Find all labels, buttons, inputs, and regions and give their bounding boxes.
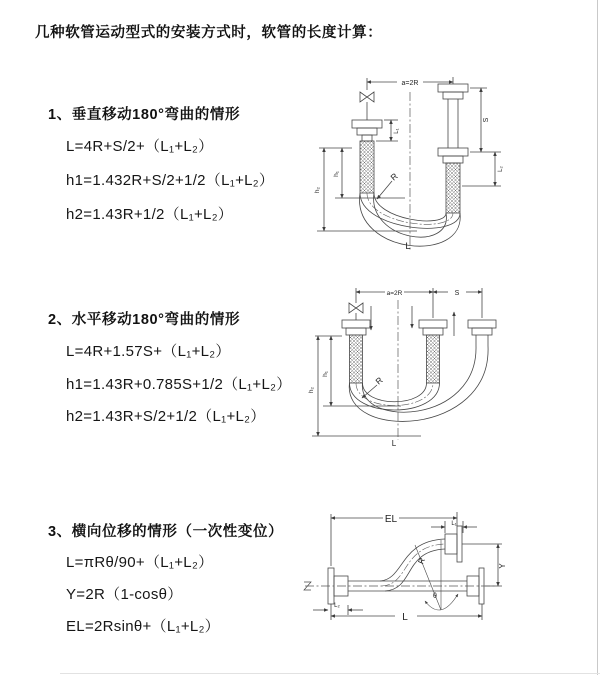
center-axis-line bbox=[304, 582, 495, 590]
valve-icon bbox=[349, 298, 363, 320]
hose-s-curve bbox=[380, 539, 445, 591]
label-a2r: a=2R bbox=[386, 290, 403, 297]
label-l: L bbox=[391, 439, 397, 448]
label-r: R bbox=[388, 170, 400, 183]
label-h1: h₁ bbox=[322, 371, 329, 377]
right-pipe-flanges bbox=[438, 84, 468, 163]
diagram-horizontal-180-bend bbox=[305, 278, 595, 468]
dim-l2 bbox=[462, 152, 501, 186]
label-h1: h₁ bbox=[333, 171, 340, 177]
radius-leader bbox=[377, 181, 392, 199]
right-braid-section bbox=[446, 163, 460, 213]
fitting-dim-arrows bbox=[371, 306, 454, 336]
label-r: R bbox=[416, 556, 428, 566]
page-title: 几种软管运动型式的安装方式时，软管的长度计算： bbox=[35, 25, 383, 41]
left-braid-section bbox=[360, 141, 374, 193]
dim-h2 bbox=[312, 336, 421, 436]
dim-y bbox=[462, 544, 502, 586]
label-el: EL bbox=[384, 514, 398, 525]
valve-icon bbox=[360, 92, 374, 102]
section1-formula-L: L=4R+S/2+（L₁+L₂） bbox=[66, 138, 214, 155]
label-h2: h₂ bbox=[308, 386, 315, 394]
diagram-vertical-180-bend bbox=[305, 68, 585, 268]
section1-formula-h1: h1=1.432R+S/2+1/2（L₁+L₂） bbox=[66, 172, 275, 189]
radius-leader bbox=[362, 385, 377, 398]
label-r: R bbox=[373, 374, 385, 387]
label-l2: L₂ bbox=[498, 166, 504, 172]
scan-edge-bottom bbox=[60, 673, 600, 674]
diagram1-labels bbox=[314, 80, 504, 252]
label-y: Y bbox=[498, 563, 507, 569]
label-l: L bbox=[402, 612, 408, 623]
scan-edge-right bbox=[597, 0, 598, 675]
label-s: S bbox=[454, 290, 460, 297]
section2-formula-h2: h2=1.43R+S/2+1/2（L₁+L₂） bbox=[66, 408, 266, 425]
middle-pipe-flange bbox=[419, 320, 447, 335]
label-a2r: a=2R bbox=[401, 80, 419, 87]
left-pipe-flange bbox=[342, 320, 370, 335]
label-l1: L₁ bbox=[394, 128, 400, 134]
section3-formula-EL: EL=2Rsinθ+（L₁+L₂） bbox=[66, 618, 220, 635]
section2-heading: 2、水平移动180°弯曲的情形 bbox=[48, 312, 241, 328]
diagram3-labels bbox=[334, 514, 507, 623]
section1-heading: 1、垂直移动180°弯曲的情形 bbox=[48, 107, 241, 123]
section3-formula-Y: Y=2R（1-cosθ） bbox=[66, 586, 183, 603]
section2-formula-L: L=4R+1.57S+（L₁+L₂） bbox=[66, 343, 231, 360]
section1-formula-h2: h2=1.43R+1/2（L₁+L₂） bbox=[66, 206, 234, 223]
left-braid-section bbox=[350, 335, 363, 383]
dim-a2r bbox=[356, 288, 482, 318]
diagram-lateral-displacement bbox=[295, 498, 600, 658]
label-l: L bbox=[405, 241, 411, 252]
label-l2: L₂ bbox=[334, 603, 340, 609]
label-h2: h₂ bbox=[314, 186, 321, 194]
middle-braid-section bbox=[427, 335, 440, 383]
section3-heading: 3、横向位移的情形（一次性变位） bbox=[48, 524, 284, 540]
label-theta: θ bbox=[433, 593, 437, 600]
label-s: S bbox=[483, 117, 490, 123]
right-pipe-flange bbox=[468, 320, 496, 346]
hose-curves bbox=[349, 346, 488, 421]
section2-formula-h1: h1=1.43R+0.785S+1/2（L₁+L₂） bbox=[66, 376, 292, 393]
label-l1: L₁ bbox=[451, 521, 457, 527]
left-pipe-flange bbox=[352, 102, 382, 141]
upper-flange bbox=[445, 526, 462, 562]
section3-formula-L: L=πRθ/90+（L₁+L₂） bbox=[66, 554, 214, 571]
